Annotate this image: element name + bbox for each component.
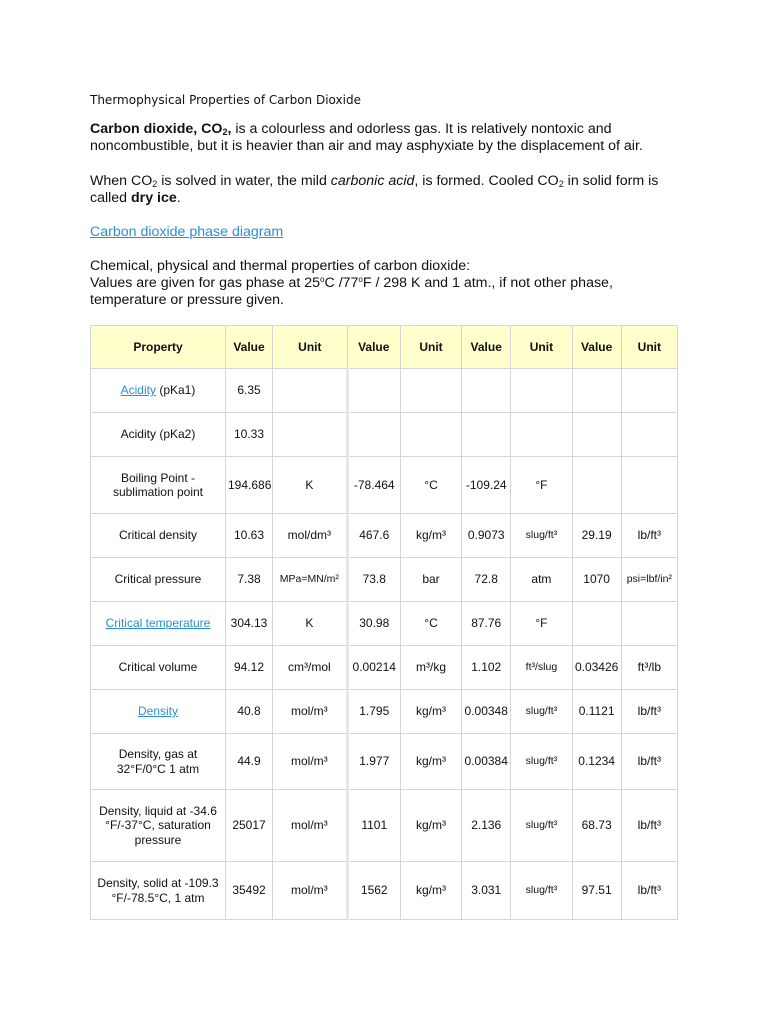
property-label: Density, liquid at -34.6 °F/-37°C, saturation pressure bbox=[99, 803, 217, 847]
unit-cell: slug/ft³ bbox=[511, 790, 572, 862]
phase-diagram-link[interactable]: Carbon dioxide phase diagram bbox=[90, 224, 284, 240]
conditions-line-2: Values are given for gas phase at 25$^o$C /77$^o$F / 298 K and 1 atm., if not other phase, temperature or pressure given. bbox=[90, 275, 613, 308]
unit-cell: lb/ft³ bbox=[621, 734, 677, 790]
column-header: Value bbox=[347, 326, 400, 369]
value-cell: 1070 bbox=[572, 558, 621, 602]
table-row bbox=[91, 862, 678, 920]
value-cell: 467.6 bbox=[347, 514, 400, 558]
unit-cell bbox=[621, 413, 677, 457]
unit-cell bbox=[621, 457, 677, 514]
unit-cell: bar bbox=[400, 558, 461, 602]
value-cell: 0.1121 bbox=[572, 690, 621, 734]
value-cell: 194.686 bbox=[225, 457, 272, 514]
unit-cell: cm³/mol bbox=[273, 646, 348, 690]
value-cell: 40.8 bbox=[225, 690, 272, 734]
value-cell: 7.38 bbox=[225, 558, 272, 602]
unit-cell: kg/m³ bbox=[400, 862, 461, 920]
value-cell: 10.33 bbox=[225, 413, 272, 457]
unit-cell: kg/m³ bbox=[400, 790, 461, 862]
value-cell bbox=[572, 369, 621, 413]
value-cell: 94.12 bbox=[225, 646, 272, 690]
value-cell: 0.1234 bbox=[572, 734, 621, 790]
column-header: Unit bbox=[511, 326, 572, 369]
value-cell: 87.76 bbox=[462, 602, 511, 646]
table-row bbox=[91, 514, 678, 558]
unit-cell bbox=[621, 602, 677, 646]
unit-cell: m³/kg bbox=[400, 646, 461, 690]
unit-cell: °F bbox=[511, 457, 572, 514]
unit-cell: slug/ft³ bbox=[511, 690, 572, 734]
property-cell bbox=[91, 457, 226, 514]
unit-cell: slug/ft³ bbox=[511, 862, 572, 920]
value-cell bbox=[347, 413, 400, 457]
value-cell: 29.19 bbox=[572, 514, 621, 558]
column-header: Unit bbox=[273, 326, 348, 369]
value-cell: 1.795 bbox=[347, 690, 400, 734]
unit-cell: kg/m³ bbox=[400, 514, 461, 558]
column-header: Unit bbox=[400, 326, 461, 369]
table-row bbox=[91, 646, 678, 690]
value-cell: 97.51 bbox=[572, 862, 621, 920]
unit-cell bbox=[400, 413, 461, 457]
value-cell bbox=[572, 413, 621, 457]
unit-cell bbox=[621, 369, 677, 413]
value-cell: 73.8 bbox=[347, 558, 400, 602]
unit-cell: atm bbox=[511, 558, 572, 602]
table-row bbox=[91, 602, 678, 646]
table-row bbox=[91, 369, 678, 413]
unit-cell: lb/ft³ bbox=[621, 790, 677, 862]
unit-cell: slug/ft³ bbox=[511, 734, 572, 790]
value-cell: 3.031 bbox=[462, 862, 511, 920]
unit-cell: kg/m³ bbox=[400, 734, 461, 790]
value-cell: 10.63 bbox=[225, 514, 272, 558]
value-cell bbox=[572, 457, 621, 514]
unit-cell bbox=[400, 369, 461, 413]
property-label: Critical pressure bbox=[114, 572, 202, 587]
column-header: Value bbox=[225, 326, 272, 369]
column-header: Unit bbox=[621, 326, 677, 369]
property-link[interactable]: Density bbox=[137, 704, 178, 719]
property-label: Critical density bbox=[118, 528, 197, 543]
value-cell: 1562 bbox=[347, 862, 400, 920]
property-link[interactable]: Critical temperature bbox=[105, 616, 211, 631]
unit-cell: lb/ft³ bbox=[621, 862, 677, 920]
unit-cell: °C bbox=[400, 457, 461, 514]
unit-cell: lb/ft³ bbox=[621, 690, 677, 734]
unit-cell: mol/m³ bbox=[273, 690, 348, 734]
unit-cell bbox=[273, 369, 348, 413]
properties-table bbox=[90, 325, 678, 920]
property-cell bbox=[91, 734, 226, 790]
value-cell: 68.73 bbox=[572, 790, 621, 862]
value-cell: 44.9 bbox=[225, 734, 272, 790]
property-link[interactable]: Acidity bbox=[120, 383, 156, 398]
unit-cell: mol/dm³ bbox=[273, 514, 348, 558]
unit-cell: MPa=MN/m² bbox=[273, 558, 348, 602]
property-label: Acidity (pKa2) bbox=[120, 427, 196, 442]
unit-cell: kg/m³ bbox=[400, 690, 461, 734]
property-cell bbox=[91, 862, 226, 920]
property-label: Boiling Point - sublimation point bbox=[112, 470, 204, 499]
value-cell: 30.98 bbox=[347, 602, 400, 646]
dry-ice-paragraph: When $CO_2$ is solved in water, the mild carbonic acid, is formed. Cooled $CO_2$ in solid form is called dry ice. bbox=[90, 173, 659, 206]
value-cell: -109.24 bbox=[462, 457, 511, 514]
page-title: Thermophysical Properties of Carbon Dioxide bbox=[90, 93, 361, 107]
property-cell bbox=[91, 790, 226, 862]
column-header: Value bbox=[462, 326, 511, 369]
property-cell bbox=[91, 413, 226, 457]
conditions-paragraph bbox=[90, 258, 690, 309]
value-cell: 0.03426 bbox=[572, 646, 621, 690]
value-cell bbox=[462, 369, 511, 413]
table-header-row bbox=[91, 326, 678, 369]
value-cell: 1101 bbox=[347, 790, 400, 862]
unit-cell: ft³/lb bbox=[621, 646, 677, 690]
property-suffix: (pKa1) bbox=[155, 383, 196, 398]
value-cell bbox=[572, 602, 621, 646]
unit-cell: K bbox=[273, 457, 348, 514]
dry-ice-term: dry ice bbox=[131, 190, 177, 206]
table-row bbox=[91, 413, 678, 457]
unit-cell bbox=[511, 369, 572, 413]
unit-cell: °C bbox=[400, 602, 461, 646]
intro-paragraph bbox=[90, 121, 690, 155]
property-cell bbox=[91, 514, 226, 558]
column-header: Property bbox=[91, 326, 226, 369]
value-cell: 35492 bbox=[225, 862, 272, 920]
value-cell: 25017 bbox=[225, 790, 272, 862]
unit-cell: psi=lbf/in² bbox=[621, 558, 677, 602]
unit-cell: slug/ft³ bbox=[511, 514, 572, 558]
unit-cell: mol/m³ bbox=[273, 862, 348, 920]
value-cell bbox=[347, 369, 400, 413]
value-cell: 2.136 bbox=[462, 790, 511, 862]
conditions-line-1: Chemical, physical and thermal properties of carbon dioxide: bbox=[90, 258, 471, 274]
unit-cell bbox=[273, 413, 348, 457]
unit-cell: lb/ft³ bbox=[621, 514, 677, 558]
property-cell bbox=[91, 558, 226, 602]
unit-cell bbox=[511, 413, 572, 457]
value-cell: 0.9073 bbox=[462, 514, 511, 558]
table-row bbox=[91, 690, 678, 734]
value-cell: 1.102 bbox=[462, 646, 511, 690]
value-cell: 72.8 bbox=[462, 558, 511, 602]
value-cell: 0.00214 bbox=[347, 646, 400, 690]
property-cell bbox=[91, 602, 226, 646]
property-cell bbox=[91, 646, 226, 690]
intro-text: is a colourless and odorless gas. It is relatively nontoxic and noncombustible, but it is heavier than air and may asphyxiate by the displacement of air. bbox=[90, 121, 643, 154]
value-cell: 0.00348 bbox=[462, 690, 511, 734]
unit-cell: °F bbox=[511, 602, 572, 646]
value-cell: 0.00384 bbox=[462, 734, 511, 790]
table-row bbox=[91, 790, 678, 862]
unit-cell: ft³/slug bbox=[511, 646, 572, 690]
property-label: Density, gas at 32°F/0°C 1 atm bbox=[116, 747, 200, 776]
property-cell bbox=[91, 690, 226, 734]
value-cell: 1.977 bbox=[347, 734, 400, 790]
value-cell: 304.13 bbox=[225, 602, 272, 646]
table-row bbox=[91, 558, 678, 602]
value-cell: 6.35 bbox=[225, 369, 272, 413]
table-row bbox=[91, 734, 678, 790]
value-cell bbox=[462, 413, 511, 457]
property-cell bbox=[91, 369, 226, 413]
unit-cell: mol/m³ bbox=[273, 790, 348, 862]
intro-bold-term: Carbon dioxide, $CO_2$, bbox=[90, 121, 232, 137]
unit-cell: K bbox=[273, 602, 348, 646]
value-cell: -78.464 bbox=[347, 457, 400, 514]
unit-cell: mol/m³ bbox=[273, 734, 348, 790]
table-row bbox=[91, 457, 678, 514]
column-header: Value bbox=[572, 326, 621, 369]
property-label: Critical volume bbox=[118, 660, 198, 675]
property-label: Density, solid at -109.3 °F/-78.5°C, 1 atm bbox=[97, 876, 219, 905]
